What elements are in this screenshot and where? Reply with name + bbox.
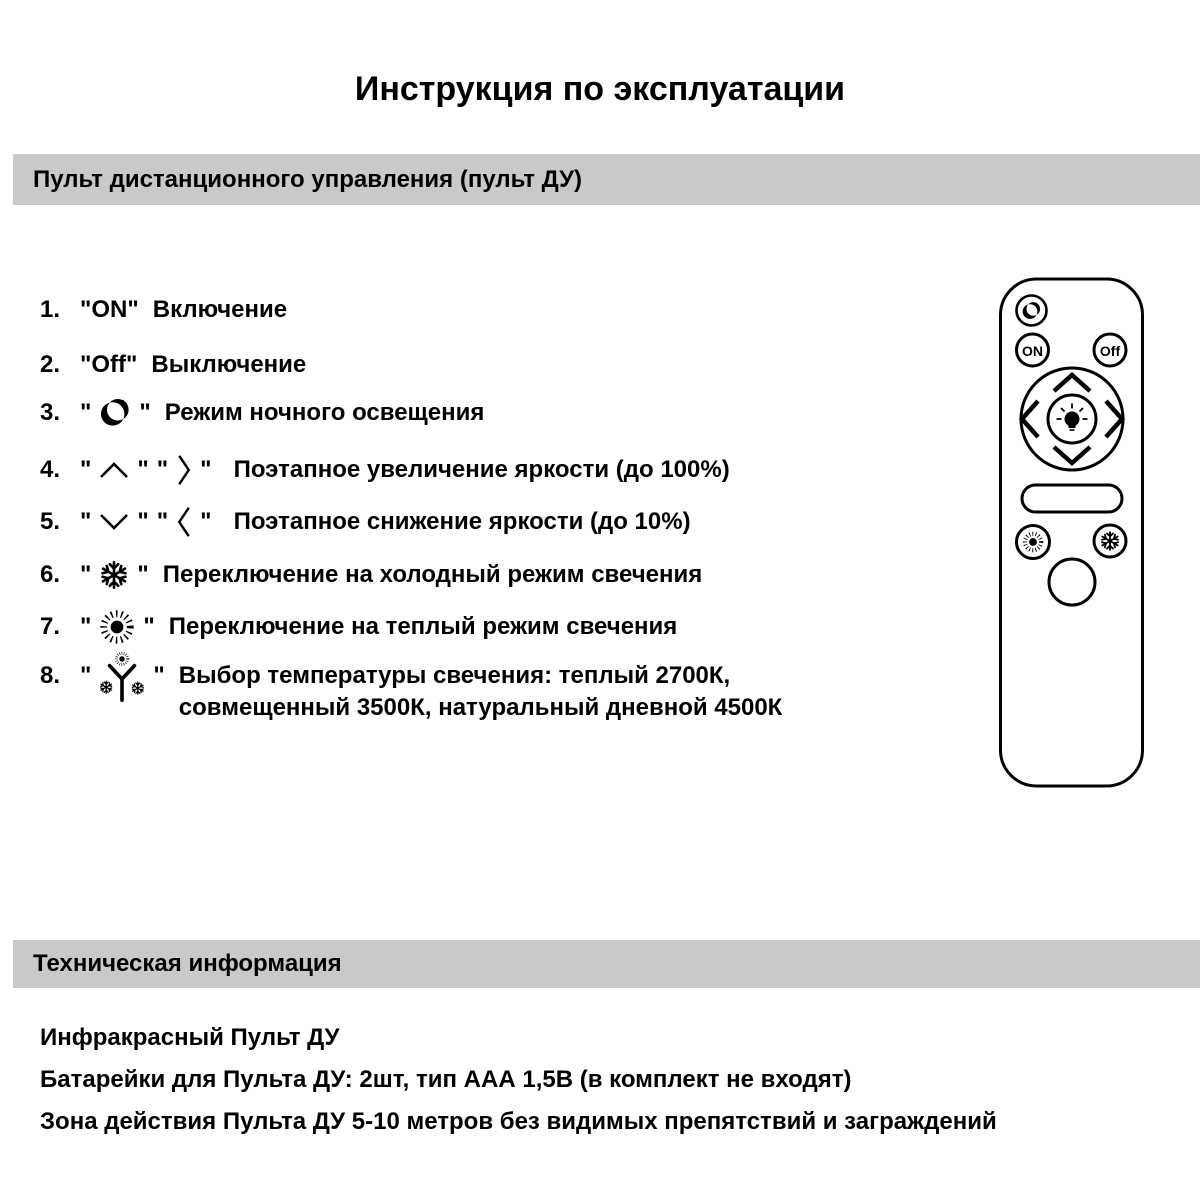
chevron-right-icon bbox=[176, 453, 192, 487]
list-item-night-mode bbox=[40, 395, 484, 431]
on-button-label: ON bbox=[1022, 343, 1043, 359]
item-label bbox=[179, 660, 783, 724]
color-temperature-selector-icon bbox=[99, 651, 145, 709]
tech-info-line: Батарейки для Пульта ДУ: 2шт, тип ААА 1,5В (в комплект не входят) bbox=[40, 1066, 852, 1093]
quote-mark: " bbox=[137, 561, 149, 588]
quote-mark: " bbox=[137, 508, 149, 535]
cold-mode-button bbox=[1094, 525, 1126, 557]
item-number: 6. bbox=[40, 561, 61, 588]
night-mode-button bbox=[1017, 296, 1047, 326]
item-number: 5. bbox=[40, 508, 61, 535]
quote-mark: " bbox=[80, 613, 92, 640]
off-button bbox=[1094, 334, 1126, 366]
item-label: Поэтапное увеличение яркости (до 100%) bbox=[233, 456, 730, 483]
item-label: Включение bbox=[152, 296, 288, 323]
quote-mark: " bbox=[200, 456, 212, 483]
quote-mark: " bbox=[156, 456, 169, 483]
warm-mode-button bbox=[1017, 526, 1050, 559]
quote-mark: " bbox=[137, 456, 149, 483]
list-item-off bbox=[40, 347, 306, 383]
item-number: 8. bbox=[40, 662, 61, 689]
list-item-color-temperature bbox=[40, 660, 782, 724]
item-label-line-1: Выбор температуры свечения: теплый 2700К, bbox=[178, 662, 731, 689]
snowflake-icon bbox=[99, 560, 129, 590]
quote-mark: " bbox=[156, 508, 169, 535]
item-label: Переключение на холодный режим свечения bbox=[162, 561, 703, 588]
section-header-remote-control bbox=[13, 154, 1200, 205]
item-symbol: "Off" bbox=[80, 351, 138, 378]
chevron-left-icon bbox=[176, 505, 192, 539]
item-label: Переключение на теплый режим свечения bbox=[168, 613, 678, 640]
quote-mark: " bbox=[153, 662, 165, 689]
item-number: 2. bbox=[40, 351, 61, 378]
item-number: 1. bbox=[40, 296, 61, 323]
wide-blank-button bbox=[1022, 485, 1122, 512]
round-blank-button bbox=[1049, 559, 1095, 605]
item-number: 7. bbox=[40, 613, 61, 640]
navigation-pad bbox=[1021, 368, 1123, 470]
quote-mark: " bbox=[200, 508, 212, 535]
tech-info-line: Инфракрасный Пульт ДУ bbox=[40, 1024, 340, 1051]
item-label: Выключение bbox=[151, 351, 307, 378]
quote-mark: " bbox=[80, 662, 92, 689]
section-header-technical-info bbox=[13, 940, 1200, 988]
item-number: 4. bbox=[40, 456, 61, 483]
quote-mark: " bbox=[139, 399, 151, 426]
page-title: Инструкция по эксплуатации bbox=[354, 70, 846, 108]
item-symbol: "ON" bbox=[80, 296, 139, 323]
item-label: Поэтапное снижение яркости (до 10%) bbox=[233, 508, 691, 535]
list-item-on bbox=[40, 292, 287, 328]
quote-mark: " bbox=[143, 613, 155, 640]
remote-control-illustration bbox=[985, 265, 1165, 795]
tech-info-line: Зона действия Пульта ДУ 5-10 метров без видимых препятствий и заграждений bbox=[40, 1108, 997, 1135]
item-label: Режим ночного освещения bbox=[164, 399, 485, 426]
quote-mark: " bbox=[80, 456, 92, 483]
section-header-tech-label: Техническая информация bbox=[33, 950, 342, 977]
quote-mark: " bbox=[80, 399, 92, 426]
chevron-down-icon bbox=[99, 513, 129, 531]
list-item-warm-mode bbox=[40, 609, 677, 645]
sun-icon bbox=[99, 609, 135, 645]
list-item-brightness-down bbox=[40, 504, 691, 540]
chevron-up-icon bbox=[99, 461, 129, 479]
quote-mark: " bbox=[80, 508, 92, 535]
quote-mark: " bbox=[80, 561, 92, 588]
off-button-label: Off bbox=[1099, 343, 1121, 359]
crescent-moon-icon bbox=[99, 398, 131, 428]
item-number: 3. bbox=[40, 399, 61, 426]
item-label-line-2: совмещенный 3500К, натуральный дневной 4500К bbox=[178, 694, 783, 721]
on-button bbox=[1017, 334, 1049, 366]
list-item-brightness-up bbox=[40, 452, 730, 488]
list-item-cold-mode bbox=[40, 557, 702, 593]
section-header-remote-label: Пульт дистанционного управления (пульт ДУ) bbox=[33, 165, 582, 193]
